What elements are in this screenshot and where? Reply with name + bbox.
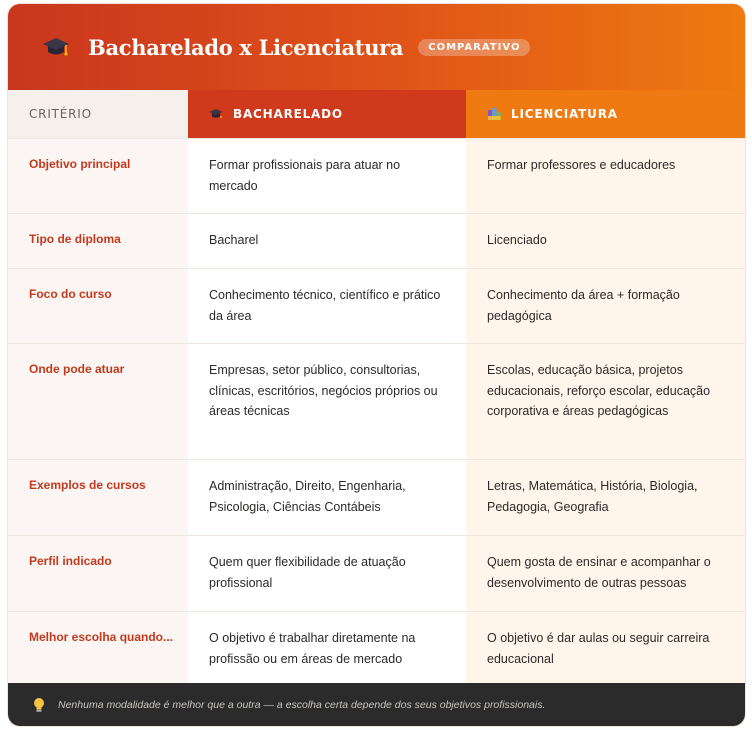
table-row [8, 138, 745, 213]
table-row [8, 268, 745, 343]
criterion-cell: Tipo de diploma [8, 214, 188, 268]
criterion-cell: Onde pode atuar [8, 344, 188, 459]
table-row [8, 611, 745, 687]
column-header-licentiate-label: LICENCIATURA [511, 107, 618, 121]
table-row [8, 213, 745, 268]
licentiate-cell: Formar professores e educadores [466, 139, 745, 213]
footer-note-bar [8, 683, 745, 726]
page-title: Bacharelado x Licenciatura [88, 34, 404, 60]
column-header-bachelor-label: BACHARELADO [233, 107, 343, 121]
comparison-card [8, 4, 745, 726]
bachelor-cell: Bacharel [188, 214, 466, 268]
column-header-criterion: CRITÉRIO [8, 90, 188, 138]
column-header-licentiate [466, 90, 745, 138]
criterion-cell: Objetivo principal [8, 139, 188, 213]
bachelor-cell: Formar profissionais para atuar no mercado [188, 139, 466, 213]
bachelor-cell: Administração, Direito, Engenharia, Psicologia, Ciências Contábeis [188, 460, 466, 535]
licentiate-cell: Escolas, educação básica, projetos educacionais, reforço escolar, educação corporativa e áreas pedagógicas [466, 344, 745, 459]
bachelor-cell: Quem quer flexibilidade de atuação profissional [188, 536, 466, 611]
criterion-cell: Melhor escolha quando... [8, 612, 188, 687]
bachelor-cell: O objetivo é trabalhar diretamente na profissão ou em áreas de mercado [188, 612, 466, 687]
criterion-cell: Exemplos de cursos [8, 460, 188, 535]
table-header-row [8, 90, 745, 138]
graduation-cap-icon [42, 35, 70, 59]
lightbulb-icon [32, 697, 46, 713]
criterion-cell: Perfil indicado [8, 536, 188, 611]
books-icon [487, 107, 501, 121]
column-header-bachelor [188, 90, 466, 138]
licentiate-cell: Quem gosta de ensinar e acompanhar o desenvolvimento de outras pessoas [466, 536, 745, 611]
licentiate-cell: Letras, Matemática, História, Biologia, Pedagogia, Geografia [466, 460, 745, 535]
bachelor-cell: Conhecimento técnico, científico e prático da área [188, 269, 466, 343]
comparison-badge: COMPARATIVO [418, 39, 530, 56]
table-row [8, 459, 745, 535]
comparison-table [8, 90, 745, 687]
bachelor-cell: Empresas, setor público, consultorias, clínicas, escritórios, negócios próprios ou áreas técnicas [188, 344, 466, 459]
licentiate-cell: O objetivo é dar aulas ou seguir carreira educacional [466, 612, 745, 687]
card-header [8, 4, 745, 90]
licentiate-cell: Conhecimento da área + formação pedagógica [466, 269, 745, 343]
criterion-cell: Foco do curso [8, 269, 188, 343]
licentiate-cell: Licenciado [466, 214, 745, 268]
footer-note: Nenhuma modalidade é melhor que a outra — a escolha certa depende dos seus objetivos profissionais. [58, 698, 546, 711]
table-row [8, 535, 745, 611]
table-row [8, 343, 745, 459]
graduation-cap-icon [209, 107, 223, 121]
